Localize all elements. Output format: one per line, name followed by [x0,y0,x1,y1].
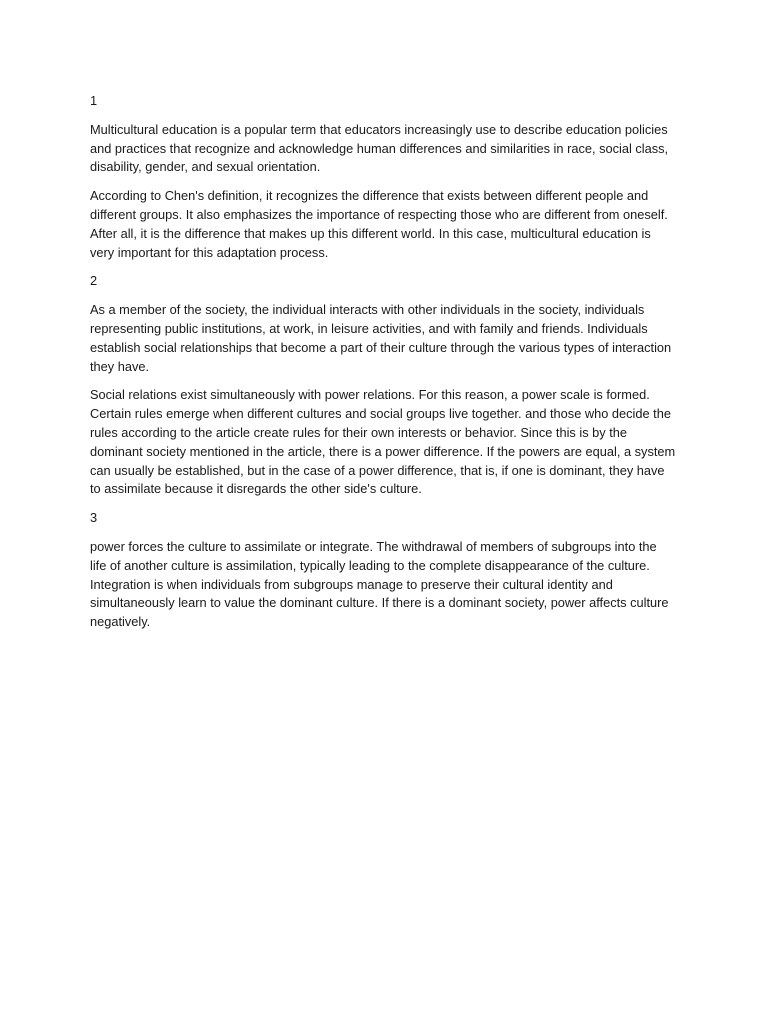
section-number: 1 [90,93,98,108]
section-number: 2 [90,273,98,289]
paragraph: As a member of the society, the individual interacts with other individuals in the society, individuals representing public institutions, at work, in leisure activities, and with family and friends. Individuals establish social relationships that become a part of their culture through the various types of interaction they have. [90,302,672,374]
section-number: 3 [90,510,98,526]
paragraph: According to Chen's definition, it recognizes the difference that exists between different people and different groups. It also emphasizes the importance of respecting those who are different from oneself. After all, it is the difference that makes up this different world. In this case, multicultural education is very important for this adaptation process. [90,188,668,260]
paragraph: Social relations exist simultaneously with power relations. For this reason, a power scale is formed. Certain rules emerge when different cultures and social groups live together. and those who decide the rules according to the article create rules for their own interests or behavior. Since this is by the dominant society mentioned in the article, there is a power difference. If the powers are equal, a system can usually be established, but in the case of a power difference, that is, if one is dominant, they have to assimilate because it disregards the other side's culture. [90,387,676,497]
paragraph: Multicultural education is a popular term that educators increasingly use to describe education policies and practices that recognize and acknowledge human differences and similarities in race, social class, disability, gender, and sexual orientation. [90,121,669,175]
paragraph: power forces the culture to assimilate or integrate. The withdrawal of members of subgroups into the life of another culture is assimilation, typically leading to the complete disappearance of the culture. Integration is when individuals from subgroups manage to preserve their cultural identity and simultaneously learn to value the dominant culture. If there is a dominant society, power affects culture negatively. [90,538,669,630]
